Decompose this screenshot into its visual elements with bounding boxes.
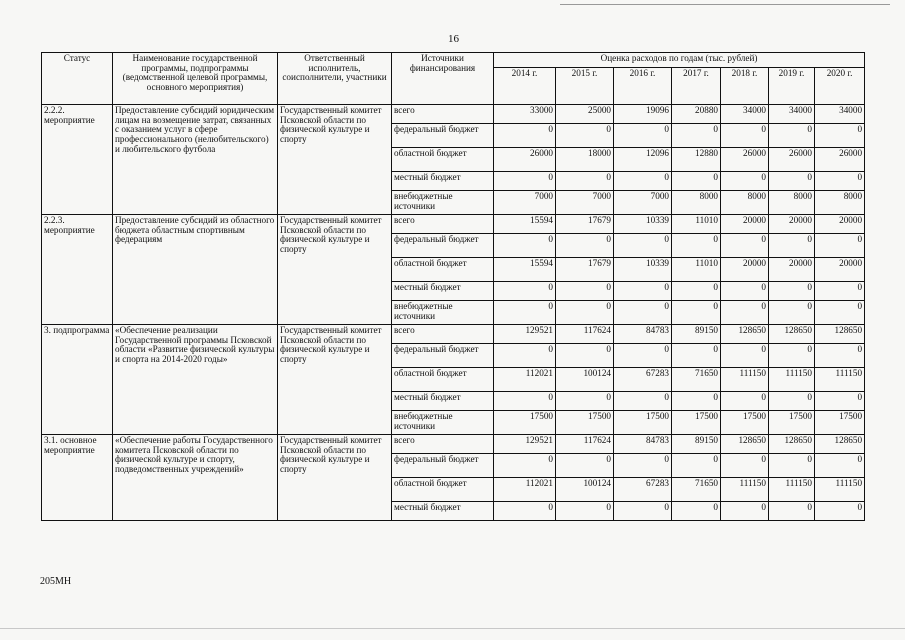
expense-value: 0 — [494, 234, 556, 258]
header-executor: Ответственный исполнитель, соисполнители, участники — [278, 53, 392, 105]
funding-source: местный бюджет — [392, 502, 494, 521]
expense-value: 128650 — [815, 325, 865, 344]
expense-value: 0 — [672, 502, 721, 521]
expense-value: 0 — [815, 502, 865, 521]
expense-value: 8000 — [769, 191, 815, 215]
table-row — [42, 105, 865, 124]
expense-value: 67283 — [614, 478, 672, 502]
page-number: 16 — [448, 33, 459, 45]
expense-value: 0 — [614, 301, 672, 325]
expense-value: 0 — [721, 234, 769, 258]
expense-value: 0 — [494, 301, 556, 325]
expense-value: 0 — [556, 282, 614, 301]
expense-value: 17500 — [614, 411, 672, 435]
row-program-name: «Обеспечение реализации Государственной программы Псковской области «Развитие физической культуры и спорта на 2014-2020 годы» — [113, 325, 278, 435]
expense-value: 0 — [494, 344, 556, 368]
expense-value: 7000 — [494, 191, 556, 215]
expense-value: 0 — [769, 282, 815, 301]
expense-value: 10339 — [614, 215, 672, 234]
expense-value: 0 — [815, 344, 865, 368]
expense-value: 100124 — [556, 368, 614, 392]
funding-source: федеральный бюджет — [392, 454, 494, 478]
expense-value: 0 — [815, 282, 865, 301]
expense-value: 26000 — [815, 148, 865, 172]
expense-value: 20880 — [672, 105, 721, 124]
expense-value: 0 — [721, 392, 769, 411]
expense-value: 71650 — [672, 368, 721, 392]
expense-value: 0 — [815, 454, 865, 478]
expense-value: 0 — [769, 124, 815, 148]
expense-value: 0 — [672, 344, 721, 368]
expense-value: 8000 — [672, 191, 721, 215]
footer-document-code: 205МН — [40, 576, 72, 587]
expense-value: 17500 — [769, 411, 815, 435]
expense-value: 17500 — [721, 411, 769, 435]
row-program-name: Предоставление субсидий юридическим лицам на возмещение затрат, связанных с оказанием услуг в сфере профессионального (нелюбительского) и любительского футбола — [113, 105, 278, 215]
expense-value: 20000 — [815, 215, 865, 234]
expense-value: 0 — [494, 392, 556, 411]
expense-value: 20000 — [769, 258, 815, 282]
expense-value: 0 — [815, 172, 865, 191]
expense-value: 71650 — [672, 478, 721, 502]
header-year: 2019 г. — [769, 68, 815, 105]
expense-value: 0 — [815, 392, 865, 411]
expense-value: 0 — [721, 502, 769, 521]
expense-value: 84783 — [614, 325, 672, 344]
expense-value: 12880 — [672, 148, 721, 172]
expense-value: 0 — [769, 454, 815, 478]
expense-value: 0 — [721, 172, 769, 191]
expense-value: 17500 — [494, 411, 556, 435]
expense-value: 26000 — [494, 148, 556, 172]
expense-value: 0 — [556, 344, 614, 368]
expense-value: 0 — [614, 454, 672, 478]
expense-value: 129521 — [494, 325, 556, 344]
expense-value: 0 — [672, 454, 721, 478]
expense-value: 0 — [556, 392, 614, 411]
expense-value: 19096 — [614, 105, 672, 124]
expense-value: 0 — [672, 301, 721, 325]
expense-value: 0 — [815, 124, 865, 148]
funding-source: федеральный бюджет — [392, 234, 494, 258]
row-status: 3. подпрограмма — [42, 325, 113, 435]
funding-source: внебюджетные источники — [392, 191, 494, 215]
funding-source: федеральный бюджет — [392, 344, 494, 368]
expense-value: 89150 — [672, 435, 721, 454]
funding-source: внебюджетные источники — [392, 301, 494, 325]
expense-value: 111150 — [815, 368, 865, 392]
expense-value: 112021 — [494, 478, 556, 502]
expense-value: 0 — [815, 301, 865, 325]
expense-value: 0 — [614, 344, 672, 368]
row-program-name: «Обеспечение работы Государственного комитета Псковской области по физической культуре и спорту, подведомственных учреждений» — [113, 435, 278, 521]
funding-source: всего — [392, 215, 494, 234]
expense-value: 112021 — [494, 368, 556, 392]
expense-value: 15594 — [494, 215, 556, 234]
expense-value: 8000 — [721, 191, 769, 215]
funding-source: всего — [392, 325, 494, 344]
expense-value: 26000 — [721, 148, 769, 172]
row-status: 3.1. основное мероприятие — [42, 435, 113, 521]
expense-value: 25000 — [556, 105, 614, 124]
expense-value: 10339 — [614, 258, 672, 282]
header-year: 2018 г. — [721, 68, 769, 105]
expense-value: 0 — [721, 124, 769, 148]
funding-source: всего — [392, 435, 494, 454]
expense-value: 17679 — [556, 258, 614, 282]
header-year: 2016 г. — [614, 68, 672, 105]
expense-value: 20000 — [721, 215, 769, 234]
expense-value: 0 — [769, 172, 815, 191]
expense-value: 17500 — [672, 411, 721, 435]
row-executor: Государственный комитет Псковской области по физической культуре и спорту — [278, 105, 392, 215]
expense-value: 0 — [769, 234, 815, 258]
funding-source: местный бюджет — [392, 392, 494, 411]
expense-value: 7000 — [614, 191, 672, 215]
expense-value: 0 — [721, 344, 769, 368]
expense-value: 0 — [614, 392, 672, 411]
table-row — [42, 215, 865, 234]
expense-value: 12096 — [614, 148, 672, 172]
table-row — [42, 435, 865, 454]
expense-value: 111150 — [721, 478, 769, 502]
expense-value: 20000 — [815, 258, 865, 282]
expense-value: 128650 — [769, 325, 815, 344]
expense-value: 0 — [614, 124, 672, 148]
header-year: 2014 г. — [494, 68, 556, 105]
expense-value: 33000 — [494, 105, 556, 124]
row-executor: Государственный комитет Псковской области по физической культуре и спорту — [278, 215, 392, 325]
expense-value: 0 — [672, 234, 721, 258]
funding-source: областной бюджет — [392, 368, 494, 392]
expense-value: 0 — [672, 282, 721, 301]
expense-value: 0 — [556, 172, 614, 191]
header-estimate: Оценка расходов по годам (тыс. рублей) — [494, 53, 865, 68]
expense-value: 0 — [556, 301, 614, 325]
header-year: 2017 г. — [672, 68, 721, 105]
scan-artifact-bottom — [0, 628, 905, 629]
expense-value: 0 — [769, 502, 815, 521]
table-row — [42, 325, 865, 344]
expense-value: 0 — [556, 454, 614, 478]
expense-value: 0 — [614, 282, 672, 301]
expense-value: 0 — [556, 502, 614, 521]
expense-value: 117624 — [556, 325, 614, 344]
expense-value: 0 — [494, 172, 556, 191]
expense-value: 34000 — [721, 105, 769, 124]
expense-value: 0 — [769, 301, 815, 325]
expense-value: 0 — [769, 392, 815, 411]
expense-value: 0 — [672, 124, 721, 148]
row-executor: Государственный комитет Псковской области по физической культуре и спорту — [278, 435, 392, 521]
expense-value: 111150 — [721, 368, 769, 392]
expense-value: 0 — [721, 454, 769, 478]
funding-source: федеральный бюджет — [392, 124, 494, 148]
expense-value: 0 — [494, 502, 556, 521]
funding-source: внебюджетные источники — [392, 411, 494, 435]
expense-value: 0 — [614, 502, 672, 521]
expense-value: 7000 — [556, 191, 614, 215]
header-name: Наименование государственной программы, подпрограммы (ведомственной целевой программы, основного мероприятия) — [113, 53, 278, 105]
funding-source: местный бюджет — [392, 282, 494, 301]
expense-value: 129521 — [494, 435, 556, 454]
header-year: 2020 г. — [815, 68, 865, 105]
expense-value: 0 — [672, 392, 721, 411]
expense-value: 84783 — [614, 435, 672, 454]
expense-value: 34000 — [769, 105, 815, 124]
expense-value: 17500 — [556, 411, 614, 435]
expense-value: 128650 — [721, 325, 769, 344]
expense-value: 15594 — [494, 258, 556, 282]
expense-value: 17500 — [815, 411, 865, 435]
funding-source: местный бюджет — [392, 172, 494, 191]
expense-value: 0 — [721, 301, 769, 325]
expense-value: 89150 — [672, 325, 721, 344]
expense-value: 34000 — [815, 105, 865, 124]
expense-value: 0 — [494, 124, 556, 148]
scan-artifact-top — [560, 4, 890, 5]
expense-value: 0 — [494, 282, 556, 301]
expense-value: 0 — [614, 172, 672, 191]
expense-value: 20000 — [769, 215, 815, 234]
expense-value: 0 — [672, 172, 721, 191]
expense-value: 0 — [769, 344, 815, 368]
header-source: Источники финансирования — [392, 53, 494, 105]
expense-value: 11010 — [672, 215, 721, 234]
expense-value: 111150 — [769, 368, 815, 392]
header-status: Статус — [42, 53, 113, 105]
expense-value: 0 — [556, 124, 614, 148]
funding-source: областной бюджет — [392, 148, 494, 172]
row-status: 2.2.3. мероприятие — [42, 215, 113, 325]
expense-value: 26000 — [769, 148, 815, 172]
expense-value: 128650 — [815, 435, 865, 454]
expense-value: 0 — [556, 234, 614, 258]
expense-value: 0 — [721, 282, 769, 301]
expense-value: 100124 — [556, 478, 614, 502]
expense-value: 0 — [614, 234, 672, 258]
funding-source: областной бюджет — [392, 478, 494, 502]
expense-value: 8000 — [815, 191, 865, 215]
expense-value: 67283 — [614, 368, 672, 392]
expense-value: 18000 — [556, 148, 614, 172]
row-program-name: Предоставление субсидий из областного бюджета областным спортивным федерациям — [113, 215, 278, 325]
expense-value: 0 — [494, 454, 556, 478]
budget-table — [41, 52, 865, 521]
expense-value: 128650 — [721, 435, 769, 454]
row-status: 2.2.2. мероприятие — [42, 105, 113, 215]
expense-value: 111150 — [769, 478, 815, 502]
expense-value: 11010 — [672, 258, 721, 282]
expense-value: 20000 — [721, 258, 769, 282]
header-year: 2015 г. — [556, 68, 614, 105]
expense-value: 0 — [815, 234, 865, 258]
expense-value: 17679 — [556, 215, 614, 234]
funding-source: всего — [392, 105, 494, 124]
funding-source: областной бюджет — [392, 258, 494, 282]
row-executor: Государственный комитет Псковской области по физической культуре и спорту — [278, 325, 392, 435]
expense-value: 111150 — [815, 478, 865, 502]
expense-value: 117624 — [556, 435, 614, 454]
expense-value: 128650 — [769, 435, 815, 454]
